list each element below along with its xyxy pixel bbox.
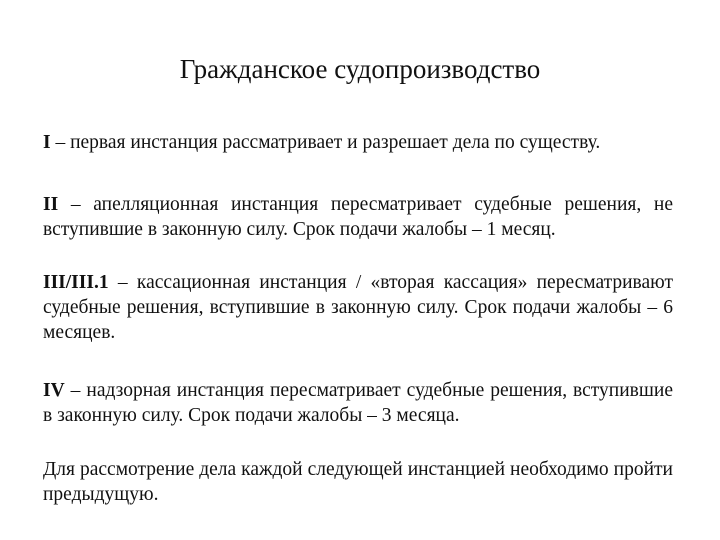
slide-title: Гражданское судопроизводство <box>179 54 541 84</box>
instance-label: III/III.1 <box>43 272 109 293</box>
instance-cassation-paragraph <box>43 270 673 345</box>
instance-description: – надзорная инстанция пересматривает судебные решения, вступившие в законную силу. Срок подачи жалобы – 3 месяца. <box>43 380 673 426</box>
instance-description: – апелляционная инстанция пересматривает судебные решения, не вступившие в законную силу. Срок подачи жалобы – 1 месяц. <box>43 194 673 240</box>
instance-description: – кассационная инстанция / «вторая кассация» пересматривают судебные решения, вступившие в законную силу. Срок подачи жалобы – 6 месяцев. <box>43 272 673 343</box>
instance-first-paragraph <box>43 130 673 155</box>
instance-supervisory-paragraph <box>43 378 673 428</box>
instance-appeal-paragraph <box>43 192 673 242</box>
procedure-note-paragraph <box>43 457 673 507</box>
instance-label: II <box>43 194 59 215</box>
instance-label: IV <box>43 380 65 401</box>
note-text: Для рассмотрение дела каждой следующей инстанцией необходимо пройти предыдущую. <box>43 459 673 505</box>
instance-description: – первая инстанция рассматривает и разрешает дела по существу. <box>50 132 601 153</box>
instance-label: I <box>43 132 51 153</box>
